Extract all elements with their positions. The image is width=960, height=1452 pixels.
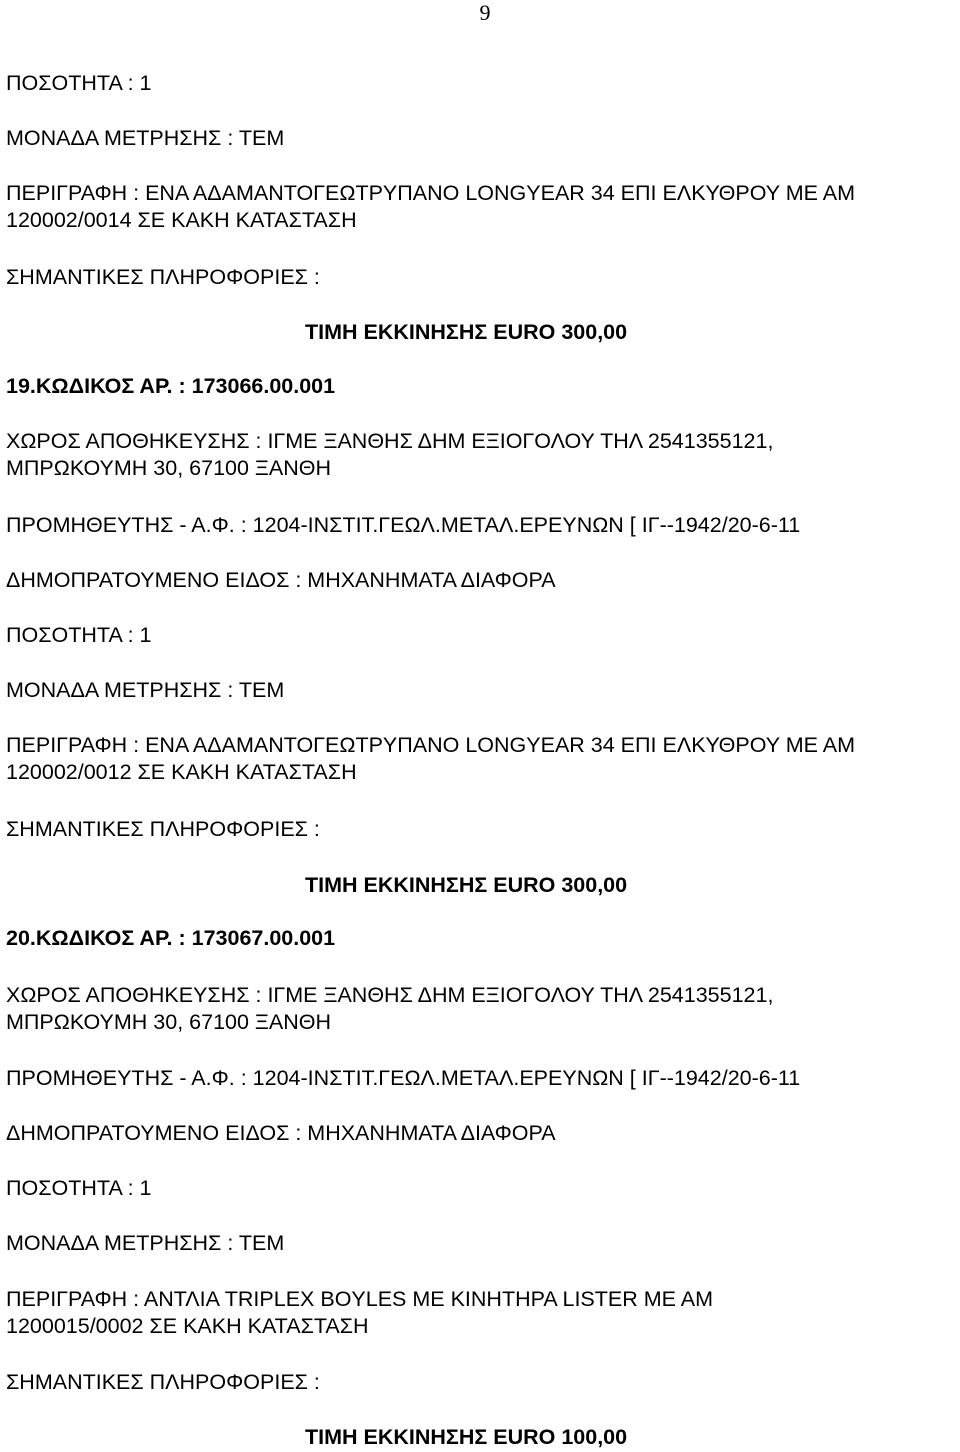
starting-price: ΤΙΜΗ ΕΚΚΙΝΗΣΗΣ EURO 300,00 [305,873,628,897]
storage-block [6,982,773,1036]
unit-line: ΜΟΝΑΔΑ ΜΕΤΡΗΣΗΣ : ΤΕΜ [6,126,285,150]
quantity-line: ΠΟΣΟΤΗΤΑ : 1 [6,623,152,647]
description-block [6,1286,713,1340]
description-block [6,180,855,234]
item-code: 19.ΚΩΔΙΚΟΣ ΑΡ. : 173066.00.001 [6,374,336,398]
storage-line: ΜΠΡΩΚΟΥΜΗ 30, 67100 ΞΑΝΘΗ [6,1010,332,1034]
category-line: ΔΗΜΟΠΡΑΤΟΥΜΕΝΟ ΕΙΔΟΣ : ΜΗΧΑΝΗΜΑΤΑ ΔΙΑΦΟΡΑ [6,1121,556,1145]
unit-line: ΜΟΝΑΔΑ ΜΕΤΡΗΣΗΣ : ΤΕΜ [6,678,285,702]
quantity-line: ΠΟΣΟΤΗΤΑ : 1 [6,1176,152,1200]
page-number: 9 [479,0,491,25]
supplier-line: ΠΡΟΜΗΘΕΥΤΗΣ - Α.Φ. : 1204-ΙΝΣΤΙΤ.ΓΕΩΛ.ΜΕΤΑΛ.ΕΡΕΥΝΩΝ [ ΙΓ--1942/20-6-11 [6,1066,801,1090]
storage-line: ΜΠΡΩΚΟΥΜΗ 30, 67100 ΞΑΝΘΗ [6,456,332,480]
important-info-line: ΣΗΜΑΝΤΙΚΕΣ ΠΛΗΡΟΦΟΡΙΕΣ : [6,1370,320,1394]
unit-line: ΜΟΝΑΔΑ ΜΕΤΡΗΣΗΣ : ΤΕΜ [6,1231,285,1255]
storage-line: ΧΩΡΟΣ ΑΠΟΘΗΚΕΥΣΗΣ : ΙΓΜΕ ΞΑΝΘΗΣ ΔΗΜ ΕΞΙΟΓΟΛΟΥ ΤΗΛ 2541355121, [6,983,774,1007]
starting-price: ΤΙΜΗ ΕΚΚΙΝΗΣΗΣ EURO 100,00 [305,1425,628,1449]
description-block [6,732,855,786]
description-line: ΠΕΡΙΓΡΑΦΗ : ΕΝΑ ΑΔΑΜΑΝΤΟΓΕΩΤΡΥΠΑΝΟ LONGYEAR 34 ΕΠΙ ΕΛΚΥΘΡΟΥ ΜΕ ΑΜ [6,181,855,205]
description-line: 120002/0012 ΣΕ ΚΑΚΗ ΚΑΤΑΣΤΑΣΗ [6,760,357,784]
description-line: ΠΕΡΙΓΡΑΦΗ : ΑΝΤΛΙΑ TRIPLEX BOYLES ΜΕ ΚΙΝΗΤΗΡΑ LISTER ΜΕ ΑΜ [6,1287,714,1311]
important-info-line: ΣΗΜΑΝΤΙΚΕΣ ΠΛΗΡΟΦΟΡΙΕΣ : [6,265,320,289]
starting-price: ΤΙΜΗ ΕΚΚΙΝΗΣΗΣ EURO 300,00 [305,320,628,344]
description-line: 120002/0014 ΣΕ ΚΑΚΗ ΚΑΤΑΣΤΑΣΗ [6,208,357,232]
description-line: ΠΕΡΙΓΡΑΦΗ : ΕΝΑ ΑΔΑΜΑΝΤΟΓΕΩΤΡΥΠΑΝΟ LONGYEAR 34 ΕΠΙ ΕΛΚΥΘΡΟΥ ΜΕ ΑΜ [6,733,855,757]
storage-line: ΧΩΡΟΣ ΑΠΟΘΗΚΕΥΣΗΣ : ΙΓΜΕ ΞΑΝΘΗΣ ΔΗΜ ΕΞΙΟΓΟΛΟΥ ΤΗΛ 2541355121, [6,429,774,453]
supplier-line: ΠΡΟΜΗΘΕΥΤΗΣ - Α.Φ. : 1204-ΙΝΣΤΙΤ.ΓΕΩΛ.ΜΕΤΑΛ.ΕΡΕΥΝΩΝ [ ΙΓ--1942/20-6-11 [6,513,801,537]
important-info-line: ΣΗΜΑΝΤΙΚΕΣ ΠΛΗΡΟΦΟΡΙΕΣ : [6,817,320,841]
quantity-line: ΠΟΣΟΤΗΤΑ : 1 [6,71,152,95]
storage-block [6,428,773,482]
category-line: ΔΗΜΟΠΡΑΤΟΥΜΕΝΟ ΕΙΔΟΣ : ΜΗΧΑΝΗΜΑΤΑ ΔΙΑΦΟΡΑ [6,568,556,592]
item-code: 20.ΚΩΔΙΚΟΣ ΑΡ. : 173067.00.001 [6,926,336,950]
description-line: 1200015/0002 ΣΕ ΚΑΚΗ ΚΑΤΑΣΤΑΣΗ [6,1314,369,1338]
